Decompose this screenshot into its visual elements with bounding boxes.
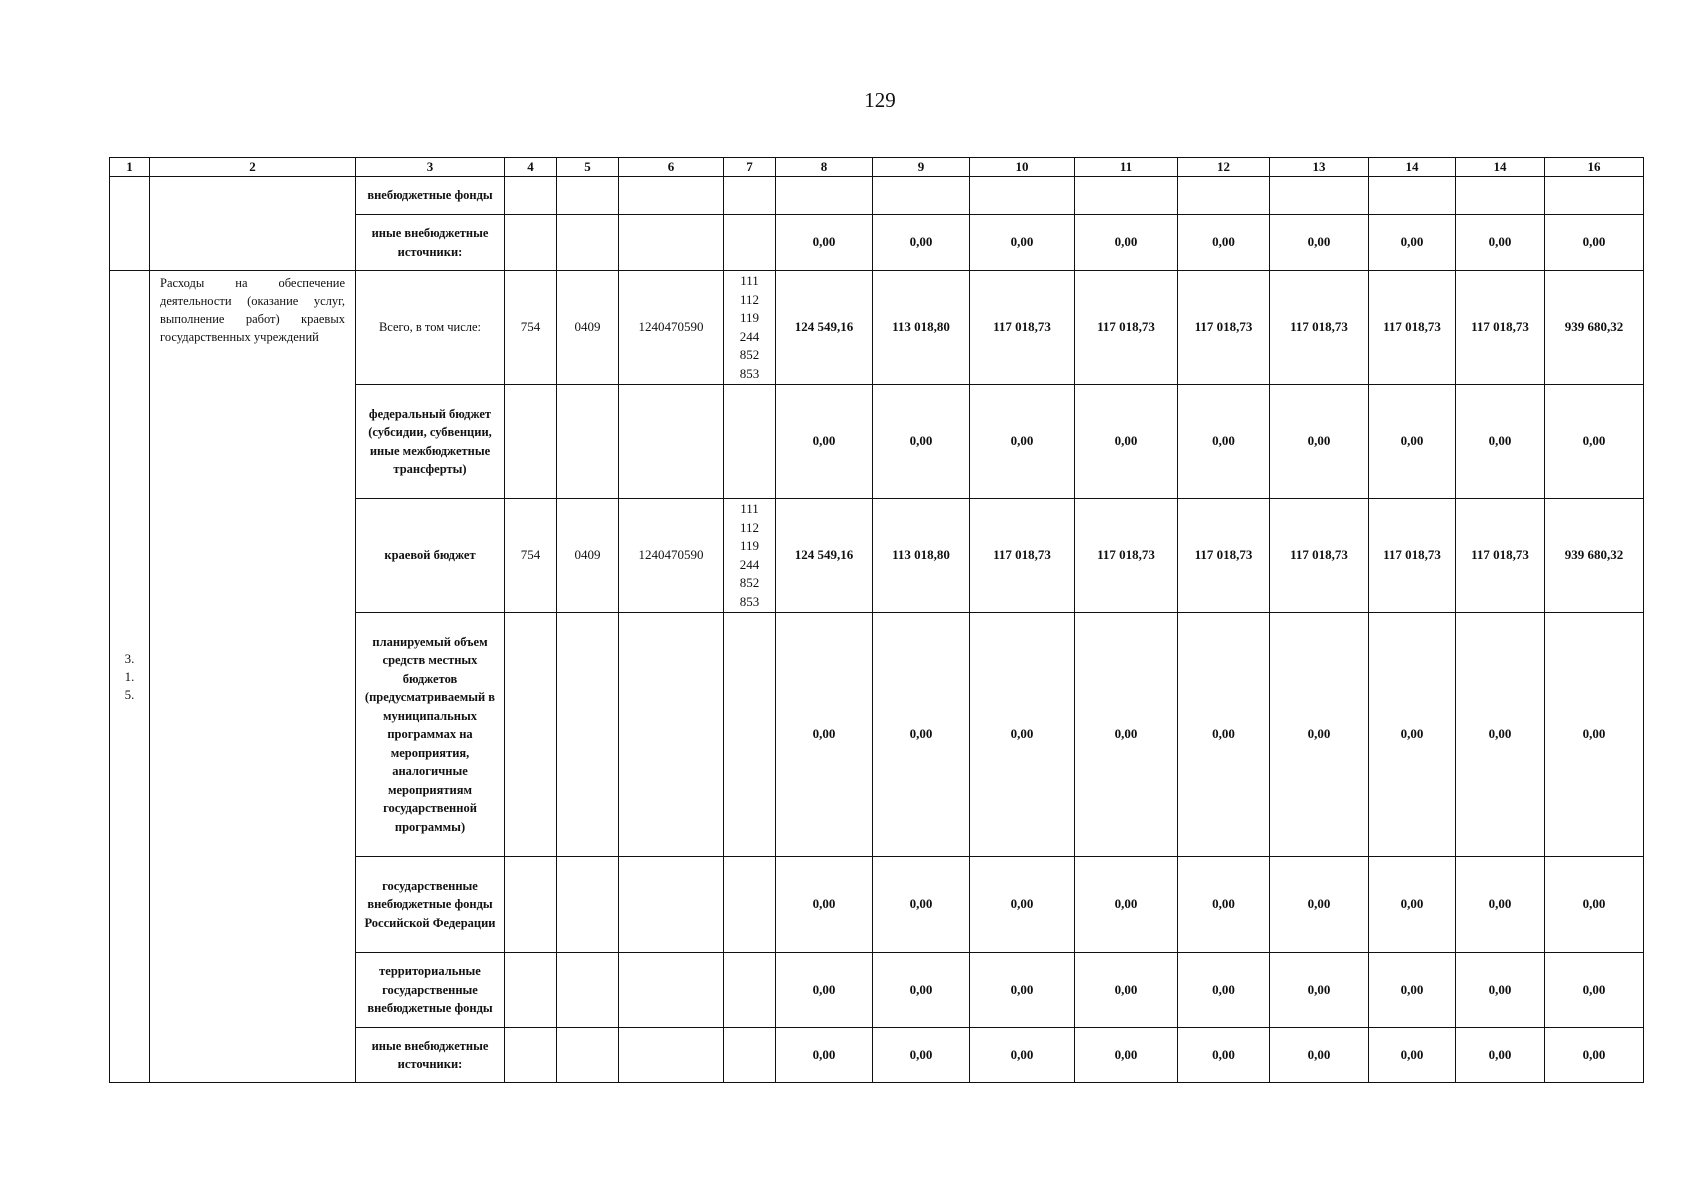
amount-cell: 0,00 xyxy=(1369,613,1456,857)
column-number: 16 xyxy=(1545,158,1644,177)
column-number: 14 xyxy=(1456,158,1545,177)
funding-source: краевой бюджет xyxy=(356,499,505,613)
amount-cell: 0,00 xyxy=(776,385,873,499)
amount-cell: 0,00 xyxy=(1545,857,1644,953)
column-number: 9 xyxy=(873,158,970,177)
amount-cell: 0,00 xyxy=(970,385,1075,499)
amount-cell xyxy=(1178,177,1270,215)
grbs-code xyxy=(505,953,557,1028)
amount-cell: 0,00 xyxy=(970,1028,1075,1083)
csr-code: 1240470590 xyxy=(619,271,724,385)
amount-cell: 117 018,73 xyxy=(1178,499,1270,613)
csr-cell xyxy=(619,177,724,215)
column-number: 8 xyxy=(776,158,873,177)
amount-cell: 117 018,73 xyxy=(1075,271,1178,385)
column-number: 11 xyxy=(1075,158,1178,177)
amount-cell xyxy=(1075,177,1178,215)
amount-cell: 117 018,73 xyxy=(1075,499,1178,613)
amount-cell: 0,00 xyxy=(873,857,970,953)
amount-cell xyxy=(873,177,970,215)
amount-cell: 113 018,80 xyxy=(873,271,970,385)
funding-source: государственные внебюджетные фонды Российской Федерации xyxy=(356,857,505,953)
csr-code xyxy=(619,1028,724,1083)
csr-cell xyxy=(619,215,724,271)
amount-cell: 117 018,73 xyxy=(1270,499,1369,613)
column-number: 2 xyxy=(150,158,356,177)
page-number: 129 xyxy=(864,88,896,112)
table-row xyxy=(110,177,1644,215)
vr-codes xyxy=(724,385,776,499)
amount-cell: 0,00 xyxy=(1456,953,1545,1028)
amount-cell xyxy=(1270,177,1369,215)
amount-cell: 0,00 xyxy=(1270,857,1369,953)
amount-cell: 0,00 xyxy=(776,953,873,1028)
amount-cell: 0,00 xyxy=(1075,385,1178,499)
funding-source: федеральный бюджет (субсидии, субвенции, иные межбюджетные трансферты) xyxy=(356,385,505,499)
csr-code xyxy=(619,953,724,1028)
funding-source: планируемый объем средств местных бюджетов (предусматриваемый в муниципальных программах на мероприятия, аналогичные мероприятиям государственной программы) xyxy=(356,613,505,857)
column-number-row xyxy=(110,158,1644,177)
amount-cell: 0,00 xyxy=(1456,215,1545,271)
amount-cell: 0,00 xyxy=(1270,613,1369,857)
amount-cell: 117 018,73 xyxy=(1369,271,1456,385)
vr-code: 111 xyxy=(740,501,759,516)
vr-code: 244 xyxy=(739,556,760,572)
amount-cell: 117 018,73 xyxy=(1456,499,1545,613)
vr-code: 853 xyxy=(739,593,760,609)
column-number: 6 xyxy=(619,158,724,177)
amount-cell: 0,00 xyxy=(1545,953,1644,1028)
column-number: 3 xyxy=(356,158,505,177)
rzpr-code xyxy=(557,953,619,1028)
rzpr-code: 0409 xyxy=(557,271,619,385)
amount-cell: 0,00 xyxy=(1270,953,1369,1028)
row-number-part: 3. xyxy=(124,650,135,666)
item-name-cell xyxy=(150,177,356,271)
grbs-code: 754 xyxy=(505,271,557,385)
table-row xyxy=(110,271,1644,385)
amount-cell: 0,00 xyxy=(970,953,1075,1028)
column-number: 5 xyxy=(557,158,619,177)
vr-code: 119 xyxy=(739,538,760,553)
amount-cell: 0,00 xyxy=(970,857,1075,953)
amount-cell: 0,00 xyxy=(1178,385,1270,499)
row-number-cell xyxy=(110,177,150,271)
amount-cell: 0,00 xyxy=(1369,385,1456,499)
amount-cell: 0,00 xyxy=(1270,215,1369,271)
vr-code: 111 xyxy=(740,273,759,288)
column-number: 7 xyxy=(724,158,776,177)
amount-cell: 0,00 xyxy=(1178,857,1270,953)
amount-cell: 0,00 xyxy=(776,1028,873,1083)
amount-cell: 0,00 xyxy=(1369,1028,1456,1083)
amount-cell xyxy=(1369,177,1456,215)
vr-codes xyxy=(724,613,776,857)
csr-code xyxy=(619,385,724,499)
grbs-code xyxy=(505,613,557,857)
csr-code xyxy=(619,613,724,857)
amount-cell: 0,00 xyxy=(873,613,970,857)
grbs-code xyxy=(505,1028,557,1083)
item-name: Расходы на обеспечение деятельности (оказание услуг, выполнение работ) краевых государственных учреждений xyxy=(150,271,356,1083)
amount-cell: 117 018,73 xyxy=(1178,271,1270,385)
column-number: 12 xyxy=(1178,158,1270,177)
amount-cell: 0,00 xyxy=(1270,385,1369,499)
funding-source: иные внебюджетные источники: xyxy=(356,1028,505,1083)
amount-cell: 0,00 xyxy=(1545,215,1644,271)
rzpr-code xyxy=(557,385,619,499)
amount-cell: 0,00 xyxy=(873,953,970,1028)
vr-cell xyxy=(724,215,776,271)
rzpr-code xyxy=(557,613,619,857)
amount-cell: 0,00 xyxy=(1545,613,1644,857)
amount-cell: 124 549,16 xyxy=(776,499,873,613)
rzpr-code: 0409 xyxy=(557,499,619,613)
rzpr-code xyxy=(557,857,619,953)
grbs-code xyxy=(505,385,557,499)
row-number-part: 5. xyxy=(124,686,135,702)
amount-cell: 117 018,73 xyxy=(1270,271,1369,385)
amount-cell: 0,00 xyxy=(1075,215,1178,271)
amount-cell xyxy=(1456,177,1545,215)
vr-code: 852 xyxy=(739,347,760,362)
grbs-cell xyxy=(505,215,557,271)
budget-table xyxy=(109,157,1644,1083)
amount-cell: 0,00 xyxy=(970,215,1075,271)
column-number: 13 xyxy=(1270,158,1369,177)
amount-cell: 0,00 xyxy=(1456,857,1545,953)
vr-code: 112 xyxy=(739,519,760,535)
amount-cell: 124 549,16 xyxy=(776,271,873,385)
amount-cell: 0,00 xyxy=(1369,953,1456,1028)
row-number-cell xyxy=(110,271,150,1083)
funding-source: иные внебюджетные источники: xyxy=(356,215,505,271)
amount-cell: 0,00 xyxy=(1369,215,1456,271)
vr-codes xyxy=(724,1028,776,1083)
column-number: 4 xyxy=(505,158,557,177)
vr-codes xyxy=(724,953,776,1028)
amount-cell: 0,00 xyxy=(1545,1028,1644,1083)
vr-codes xyxy=(724,499,776,613)
amount-cell: 0,00 xyxy=(873,1028,970,1083)
amount-cell: 117 018,73 xyxy=(1369,499,1456,613)
amount-cell: 939 680,32 xyxy=(1545,271,1644,385)
amount-cell: 939 680,32 xyxy=(1545,499,1644,613)
amount-cell: 0,00 xyxy=(1178,953,1270,1028)
amount-cell: 0,00 xyxy=(1075,613,1178,857)
amount-cell: 0,00 xyxy=(1075,953,1178,1028)
amount-cell: 0,00 xyxy=(1075,1028,1178,1083)
amount-cell xyxy=(776,177,873,215)
amount-cell: 0,00 xyxy=(1456,1028,1545,1083)
funding-source: Всего, в том числе: xyxy=(356,271,505,385)
amount-cell: 0,00 xyxy=(970,613,1075,857)
rzpr-cell xyxy=(557,177,619,215)
amount-cell: 117 018,73 xyxy=(970,271,1075,385)
amount-cell xyxy=(1545,177,1644,215)
vr-code: 112 xyxy=(739,291,760,307)
rzpr-cell xyxy=(557,215,619,271)
column-number: 14 xyxy=(1369,158,1456,177)
amount-cell: 0,00 xyxy=(1545,385,1644,499)
funding-source: территориальные государственные внебюджетные фонды xyxy=(356,953,505,1028)
funding-source: внебюджетные фонды xyxy=(356,177,505,215)
vr-codes xyxy=(724,271,776,385)
amount-cell: 0,00 xyxy=(776,613,873,857)
vr-code: 852 xyxy=(739,575,760,590)
vr-code: 853 xyxy=(739,365,760,381)
amount-cell: 0,00 xyxy=(1178,613,1270,857)
column-number: 1 xyxy=(110,158,150,177)
grbs-code: 754 xyxy=(505,499,557,613)
grbs-code xyxy=(505,857,557,953)
vr-codes xyxy=(724,857,776,953)
amount-cell: 117 018,73 xyxy=(1456,271,1545,385)
amount-cell: 0,00 xyxy=(1369,857,1456,953)
amount-cell: 113 018,80 xyxy=(873,499,970,613)
amount-cell: 0,00 xyxy=(873,215,970,271)
csr-code: 1240470590 xyxy=(619,499,724,613)
rzpr-code xyxy=(557,1028,619,1083)
amount-cell xyxy=(970,177,1075,215)
amount-cell: 0,00 xyxy=(873,385,970,499)
amount-cell: 0,00 xyxy=(1178,1028,1270,1083)
vr-cell xyxy=(724,177,776,215)
amount-cell: 0,00 xyxy=(1178,215,1270,271)
csr-code xyxy=(619,857,724,953)
amount-cell: 0,00 xyxy=(1270,1028,1369,1083)
grbs-cell xyxy=(505,177,557,215)
vr-code: 119 xyxy=(739,310,760,325)
amount-cell: 0,00 xyxy=(776,215,873,271)
amount-cell: 0,00 xyxy=(1456,613,1545,857)
column-number: 10 xyxy=(970,158,1075,177)
vr-code: 244 xyxy=(739,328,760,344)
amount-cell: 0,00 xyxy=(1456,385,1545,499)
amount-cell: 0,00 xyxy=(776,857,873,953)
amount-cell: 117 018,73 xyxy=(970,499,1075,613)
row-number-part: 1. xyxy=(124,668,135,684)
amount-cell: 0,00 xyxy=(1075,857,1178,953)
